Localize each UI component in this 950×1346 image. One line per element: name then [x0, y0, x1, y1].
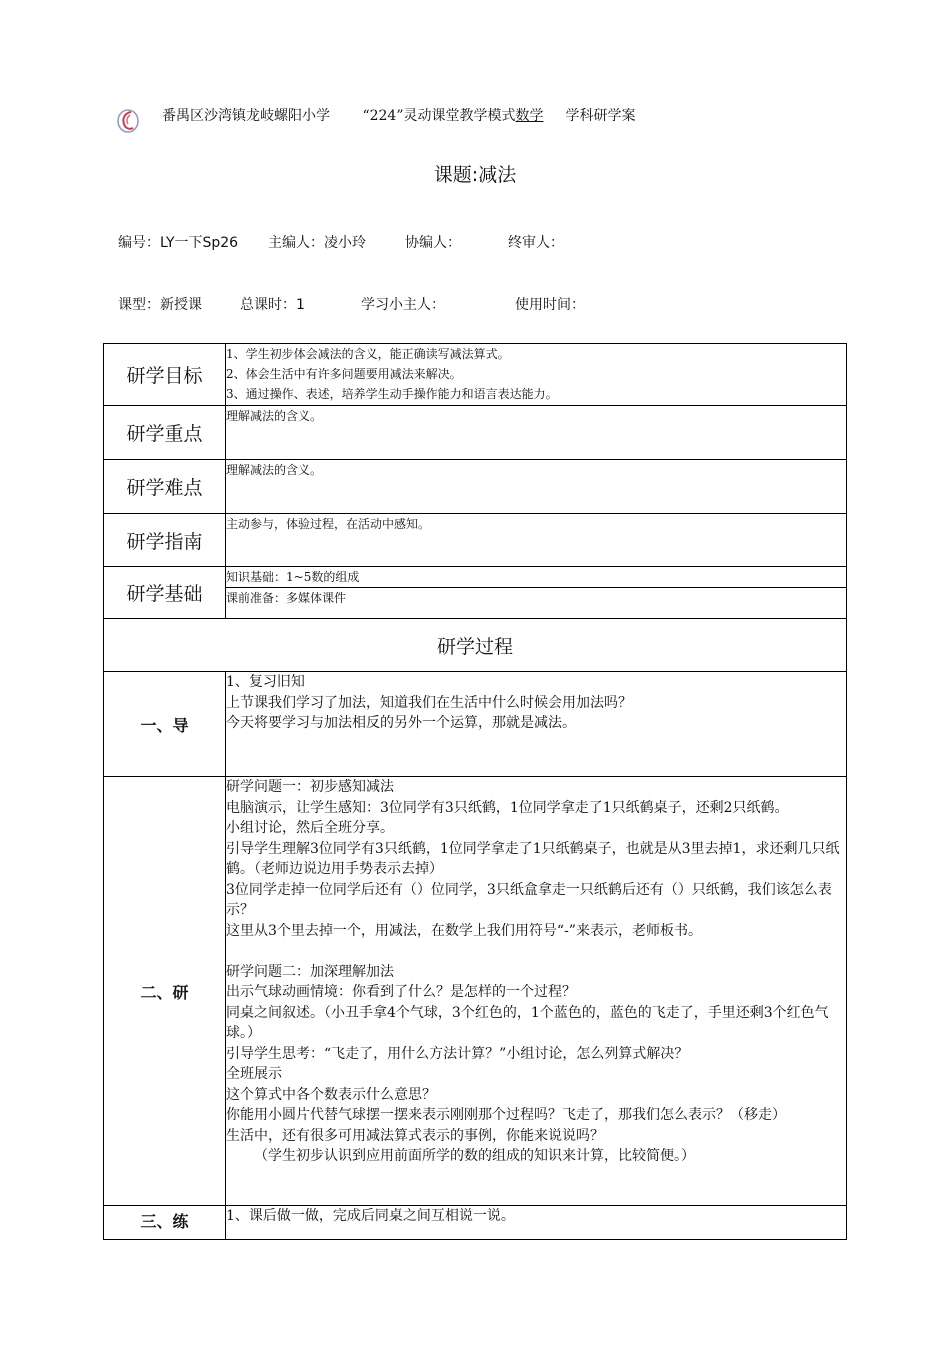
study-host: 学习小主人： [361, 297, 445, 313]
section2-line: 小组讨论，然后全班分享。 [226, 820, 394, 836]
section2-line: 生活中，还有很多可用减法算式表示的事例，你能来说说吗？ [226, 1127, 604, 1144]
basis-knowledge: 知识基础：1~5数的组成 [226, 567, 847, 588]
row-guide [104, 514, 847, 567]
school-logo-icon [116, 106, 140, 134]
goal-line: 3、通过操作、表述，培养学生动手操作能力和语言表达能力。 [226, 387, 558, 401]
goal-content [226, 344, 847, 406]
section2-line: 3位同学走掉一位同学后还有（）位同学，3只纸盒拿走一只纸鹤后还有（）只纸鹤，我们该怎么表示？ [226, 881, 832, 918]
use-time: 使用时间： [515, 297, 585, 313]
page-title: 课题:减法 [433, 164, 517, 186]
row-basis-knowledge [104, 567, 847, 588]
row-section-3 [104, 1206, 847, 1240]
row-section-2 [104, 777, 847, 1206]
subject-name: 数学 [515, 108, 544, 124]
row-key [104, 406, 847, 460]
section2-line: 这个算式中各个数表示什么意思？ [226, 1086, 436, 1103]
section2-content [226, 777, 847, 1206]
section2-line: 全班展示 [226, 1066, 282, 1082]
section2-line: 研学问题二：加深理解加法 [226, 963, 394, 980]
section1-line: 上节课我们学习了加法，知道我们在生活中什么时候会用加法吗？ [226, 694, 632, 711]
study-plan-table [103, 343, 847, 1240]
header-suffix: 学科研学案 [565, 108, 636, 124]
section2-line: 引导学生理解3位同学有3只纸鹤，1位同学拿走了1只纸鹤桌子，也就是从3里去掉1，求还剩几只纸鹤。（老师边说边用手势表示去掉） [226, 840, 840, 877]
basis-prep: 课前准备：多媒体课件 [226, 588, 847, 619]
section3-line: 1、课后做一做，完成后同桌之间互相说一说。 [226, 1208, 515, 1224]
key-content: 理解减法的含义。 [226, 406, 847, 460]
goal-label: 研学目标 [104, 344, 226, 406]
section1-content [226, 672, 847, 777]
page-header [116, 102, 816, 136]
guide-label: 研学指南 [104, 514, 226, 567]
total-hours: 总课时：1 [240, 297, 305, 313]
doc-number: 编号：LY一下Sp26 [118, 235, 239, 251]
row-goal [104, 344, 847, 406]
co-editor: 协编人： [405, 235, 461, 251]
section3-label: 三、练 [104, 1206, 226, 1240]
section2-blank-line [226, 941, 846, 962]
process-title: 研学过程 [104, 619, 847, 672]
lesson-type: 课型：新授课 [118, 297, 202, 313]
header-text [162, 105, 636, 125]
section1-line: 1、复习旧知 [226, 674, 305, 690]
school-name: 番禺区沙湾镇龙岐螺阳小学 [162, 108, 330, 124]
final-reviewer: 终审人： [508, 235, 564, 251]
guide-content: 主动参与，体验过程，在活动中感知。 [226, 514, 847, 567]
row-difficulty [104, 460, 847, 514]
section2-label: 二、研 [104, 777, 226, 1206]
section2-line: 你能用小圆片代替气球摆一摆来表示刚刚那个过程吗？飞走了，那我们怎么表示？（移走） [226, 1107, 786, 1123]
section2-line: 同桌之间叙述。（小丑手拿4个气球，3个红色的，1个蓝色的，蓝色的飞走了，手里还剩3个红色气球。） [226, 1004, 829, 1041]
difficulty-label: 研学难点 [104, 460, 226, 514]
section2-line: 这里从3个里去掉一个，用减法，在数学上我们用符号“-”来表示，老师板书。 [226, 922, 702, 939]
row-section-1 [104, 672, 847, 777]
difficulty-content: 理解减法的含义。 [226, 460, 847, 514]
row-process-title [104, 619, 847, 672]
key-label: 研学重点 [104, 406, 226, 460]
section2-note: （学生初步认识到应用前面所学的数的组成的知识来计算，比较简便。） [254, 1148, 695, 1164]
section1-line: 今天将要学习与加法相反的另外一个运算，那就是减法。 [226, 715, 576, 731]
teaching-mode: “224”灵动课堂教学模式 [362, 108, 516, 124]
section3-content [226, 1206, 847, 1240]
chief-editor: 主编人：凌小玲 [268, 235, 366, 251]
section1-label: 一、导 [104, 672, 226, 777]
basis-label: 研学基础 [104, 567, 226, 619]
goal-line: 1、学生初步体会减法的含义，能正确读写减法算式。 [226, 347, 510, 361]
section2-line: 研学问题一：初步感知减法 [226, 779, 394, 795]
section2-line: 出示气球动画情境：你看到了什么？是怎样的一个过程？ [226, 984, 576, 1000]
goal-line: 2、体会生活中有许多问题要用减法来解决。 [226, 367, 462, 381]
section2-line: 引导学生思考：“飞走了，用什么方法计算？”小组讨论，怎么列算式解决？ [226, 1045, 689, 1062]
section2-line: 电脑演示，让学生感知：3位同学有3只纸鹤，1位同学拿走了1只纸鹤桌子，还剩2只纸鹤。 [226, 799, 789, 816]
